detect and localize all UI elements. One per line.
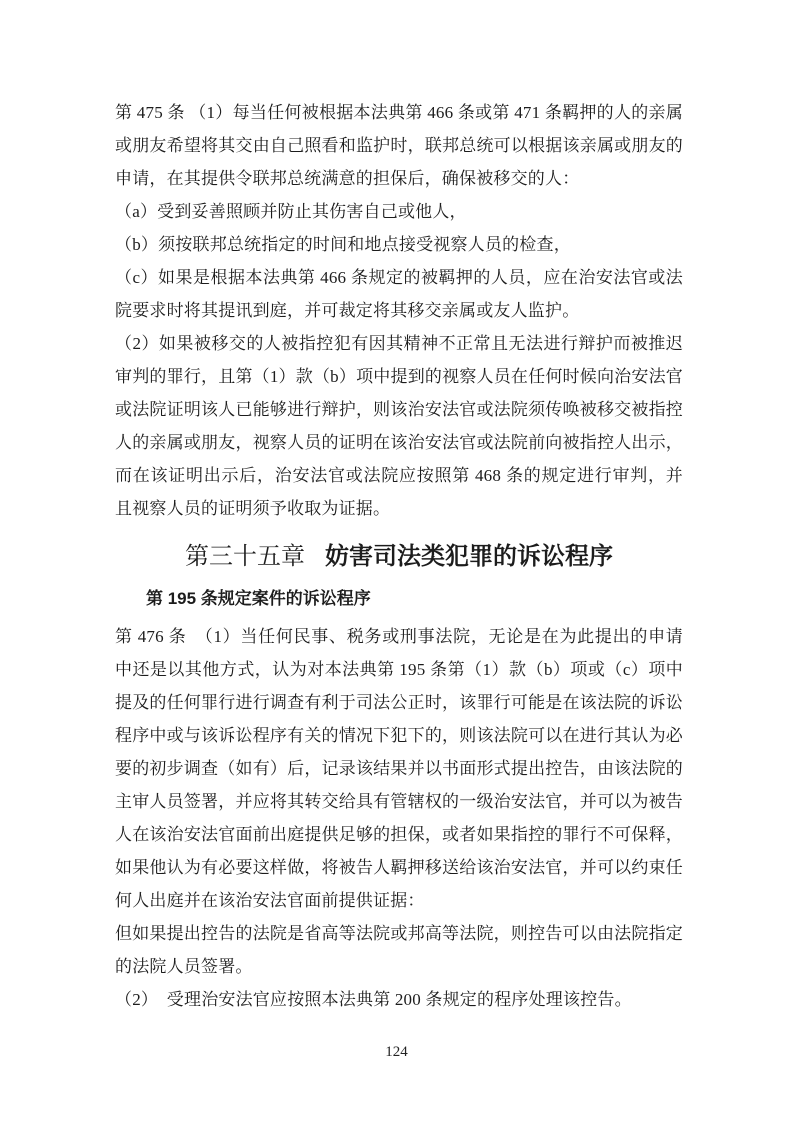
chapter-heading xyxy=(115,535,683,571)
article-476-clause-1: 第 476 条 （1）当任何民事、税务或刑事法院，无论是在为此提出的申请中还是以其他方式，认为对本法典第 195 条第（1）款（b）项或（c）项中提及的任何罪行进行调查有利于司法公正时，该罪行可能是在该法院的诉讼程序中或与该诉讼程序有关的情况下犯下的，则该法院可以在进行其认为必要的初步调查（如有）后，记录该结果并以书面形式提出控告，由该法院的主审人员签署，并应将其转交给具有管辖权的一级治安法官，并可以为被告人在该治安法官面前出庭提供足够的担保，或者如果指控的罪行不可保释，如果他认为有必要这样做，将被告人羁押移送给该治安法官，并可以约束任何人出庭并在该治安法官面前提供证据： xyxy=(115,627,683,910)
article-476-proviso: 但如果提出控告的法院是省高等法院或邦高等法院，则控告可以由法院指定的法院人员签署。 xyxy=(115,924,683,976)
section-heading: 第 195 条规定案件的诉讼程序 xyxy=(146,589,371,608)
page-footer xyxy=(0,1042,793,1062)
article-475-item-c: （c）如果是根据本法典第 466 条规定的被羁押的人员，应在治安法官或法院要求时将其提讯到庭，并可裁定将其移交亲属或友人监护。 xyxy=(115,268,683,320)
article-475-intro: 第 475 条 （1）每当任何被根据本法典第 466 条或第 471 条羁押的人的亲属或朋友希望将其交由自己照看和监护时，联邦总统可以根据该亲属或朋友的申请，在其提供令联邦总统满意的担保后，确保被移交的人： xyxy=(115,103,683,188)
page-content xyxy=(115,96,683,1016)
article-475-item-a: （a）受到妥善照顾并防止其伤害自己或他人， xyxy=(115,202,467,221)
chapter-number: 第三十五章 xyxy=(185,544,305,570)
page-number: 124 xyxy=(385,1044,408,1060)
article-475-clause-2: （2）如果被移交的人被指控犯有因其精神不正常且无法进行辩护而被推迟审判的罪行，且第（1）款（b）项中提到的视察人员在任何时候向治安法官或法院证明该人已能够进行辩护，则该治安法官或法院须传唤被移交被指控人的亲属或朋友，视察人员的证明在该治安法官或法院前向被指控人出示，而在该证明出示后，治安法官或法院应按照第 468 条的规定进行审判，并且视察人员的证明须予收取为证据。 xyxy=(115,334,683,518)
article-476-clause-2: （2） 受理治安法官应按照本法典第 200 条规定的程序处理该控告。 xyxy=(115,990,632,1009)
chapter-title: 妨害司法类犯罪的诉讼程序 xyxy=(325,543,613,570)
article-475-item-b: （b）须按联邦总统指定的时间和地点接受视察人员的检查， xyxy=(115,235,571,254)
